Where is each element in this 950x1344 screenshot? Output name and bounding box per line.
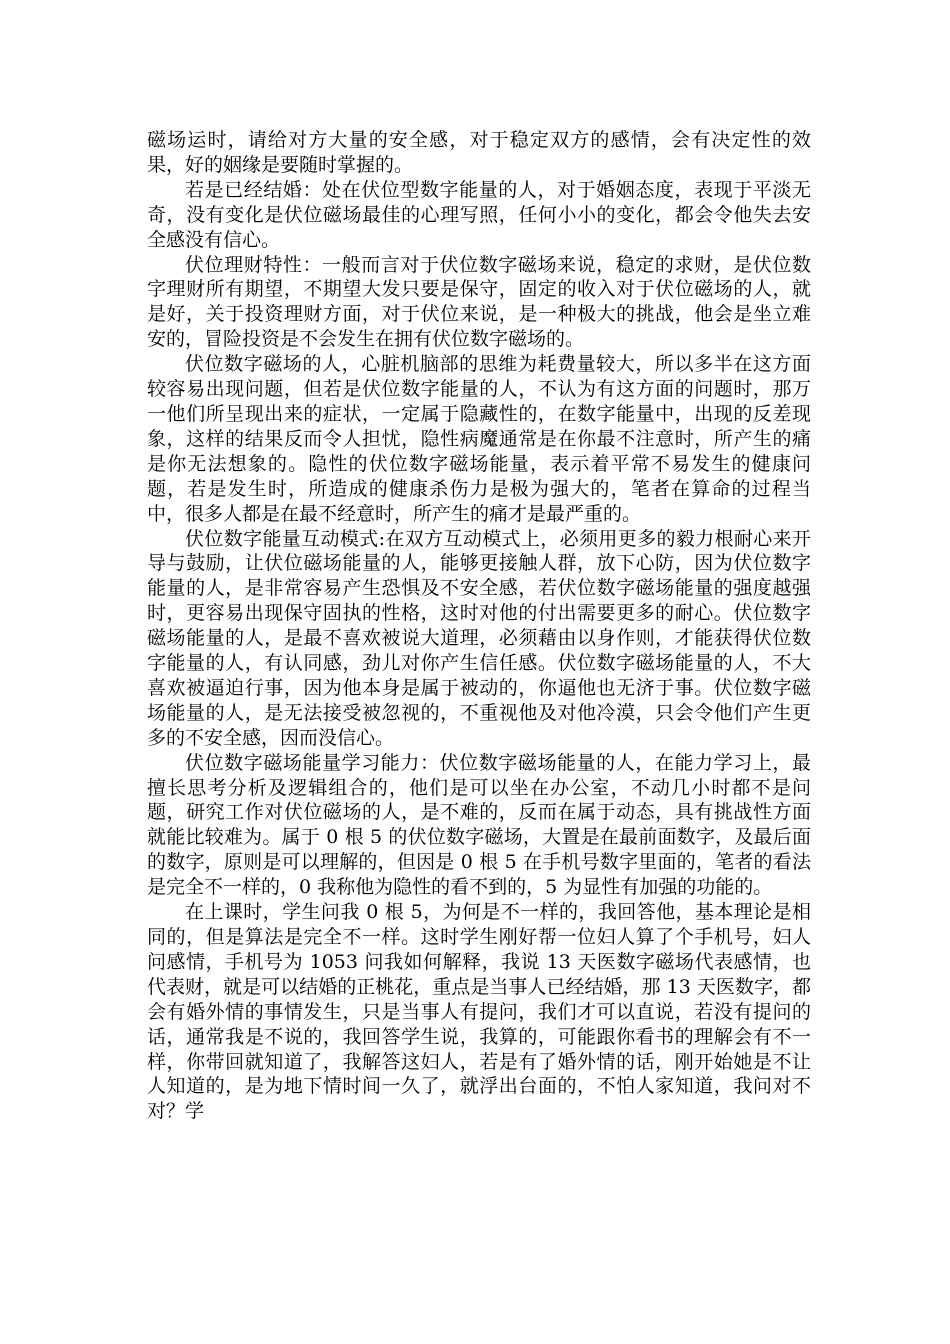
paragraph-health: 伏位数字磁场的人，心脏机脑部的思维为耗费量较大，所以多半在这方面较容易出现问题，但若是伏位数字能量的人，不认为有这方面的问题时，那万一他们所呈现出来的症状，一定属于隐藏性的，在数字能量中，出现的反差现象，这样的结果反而令人担忧，隐性病魔通常是在你最不注意时，所产生的痛是你无法想象的。隐性的伏位数字磁场能量，表示着平常不易发生的健康问题，若是发生时，所造成的健康杀伤力是极为强大的，笔者在算命的过程当中，很多人都是在最不经意时，所产生的痛才是最严重的。 (147, 353, 811, 525)
paragraph-finance-traits: 伏位理财特性：一般而言对于伏位数字磁场来说，稳定的求财，是伏位数字理财所有期望，不期望大发只要是保守，固定的收入对于伏位磁场的人，就是好，关于投资理财方面，对于伏位来说，是一种极大的挑战，他会是坐立难安的，冒险投资是不会发生在拥有伏位数字磁场的。 (147, 253, 811, 351)
paragraph-class-anecdote: 在上课时，学生问我 0 根 5，为何是不一样的，我回答他，基本理论是相同的，但是算法是完全不一样。这时学生刚好帮一位妇人算了个手机号，妇人问感情，手机号为 1053 问我如何解释，我说 13 天医数字磁场代表感情，也代表财，就是可以结婚的正桃花，重点是当事人已经结婚，那 13 天医数字，都会有婚外情的事情发生，只是当事人有提问，我们才可以直说，若没有提问的话，通常我是不说的，我回答学生说，我算的，可能跟你看书的理解会有不一样，你带回就知道了，我解答这妇人，若是有了婚外情的话，刚开始她是不让人知道的，是为地下情时间一久了，就浮出台面的，不怕人家知道，我问对不对？学 (147, 901, 811, 1123)
paragraph-interaction-mode: 伏位数字能量互动模式:在双方互动模式上，必须用更多的毅力根耐心来开导与鼓励，让伏位磁场能量的人，能够更接触人群，放下心防，因为伏位数字能量的人，是非常容易产生恐惧及不安全感，若伏位数字磁场能量的强度越强时，更容易出现保守固执的性格，这时对他的付出需要更多的耐心。伏位数字磁场能量的人，是最不喜欢被说大道理，必须藉由以身作则，才能获得伏位数字能量的人，有认同感，劲儿对你产生信任感。伏位数字磁场能量的人，不大喜欢被逼迫行事，因为他本身是属于被动的，你逼他也无济于事。伏位数字磁场能量的人，是无法接受被忽视的，不重视他及对他冷漠，只会令他们产生更多的不安全感，因而没信心。 (147, 527, 811, 749)
paragraph-marriage-continuation: 磁场运时，请给对方大量的安全感，对于稳定双方的感情，会有决定性的效果，好的姻缘是要随时掌握的。 (147, 129, 811, 176)
document-body (147, 128, 811, 1124)
paragraph-learning-ability: 伏位数字磁场能量学习能力：伏位数字磁场能量的人，在能力学习上，最擅长思考分析及逻辑组合的，他们是可以坐在办公室，不动几小时都不是问题，研究工作对伏位磁场的人，是不难的，反而在属于动态，具有挑战性方面就能比较难为。属于 0 根 5 的伏位数字磁场，大置是在最前面数字，及最后面的数字，原则是可以理解的，但因是 0 根 5 在手机号数字里面的，笔者的看法是完全不一样的，0 我称他为隐性的看不到的，5 为显性有加强的功能的。 (147, 751, 811, 899)
paragraph-married-state: 若是已经结婚：处在伏位型数字能量的人，对于婚姻态度，表现于平淡无奇，没有变化是伏位磁场最佳的心理写照，任何小小的变化，都会令他失去安全感没有信心。 (147, 178, 811, 251)
